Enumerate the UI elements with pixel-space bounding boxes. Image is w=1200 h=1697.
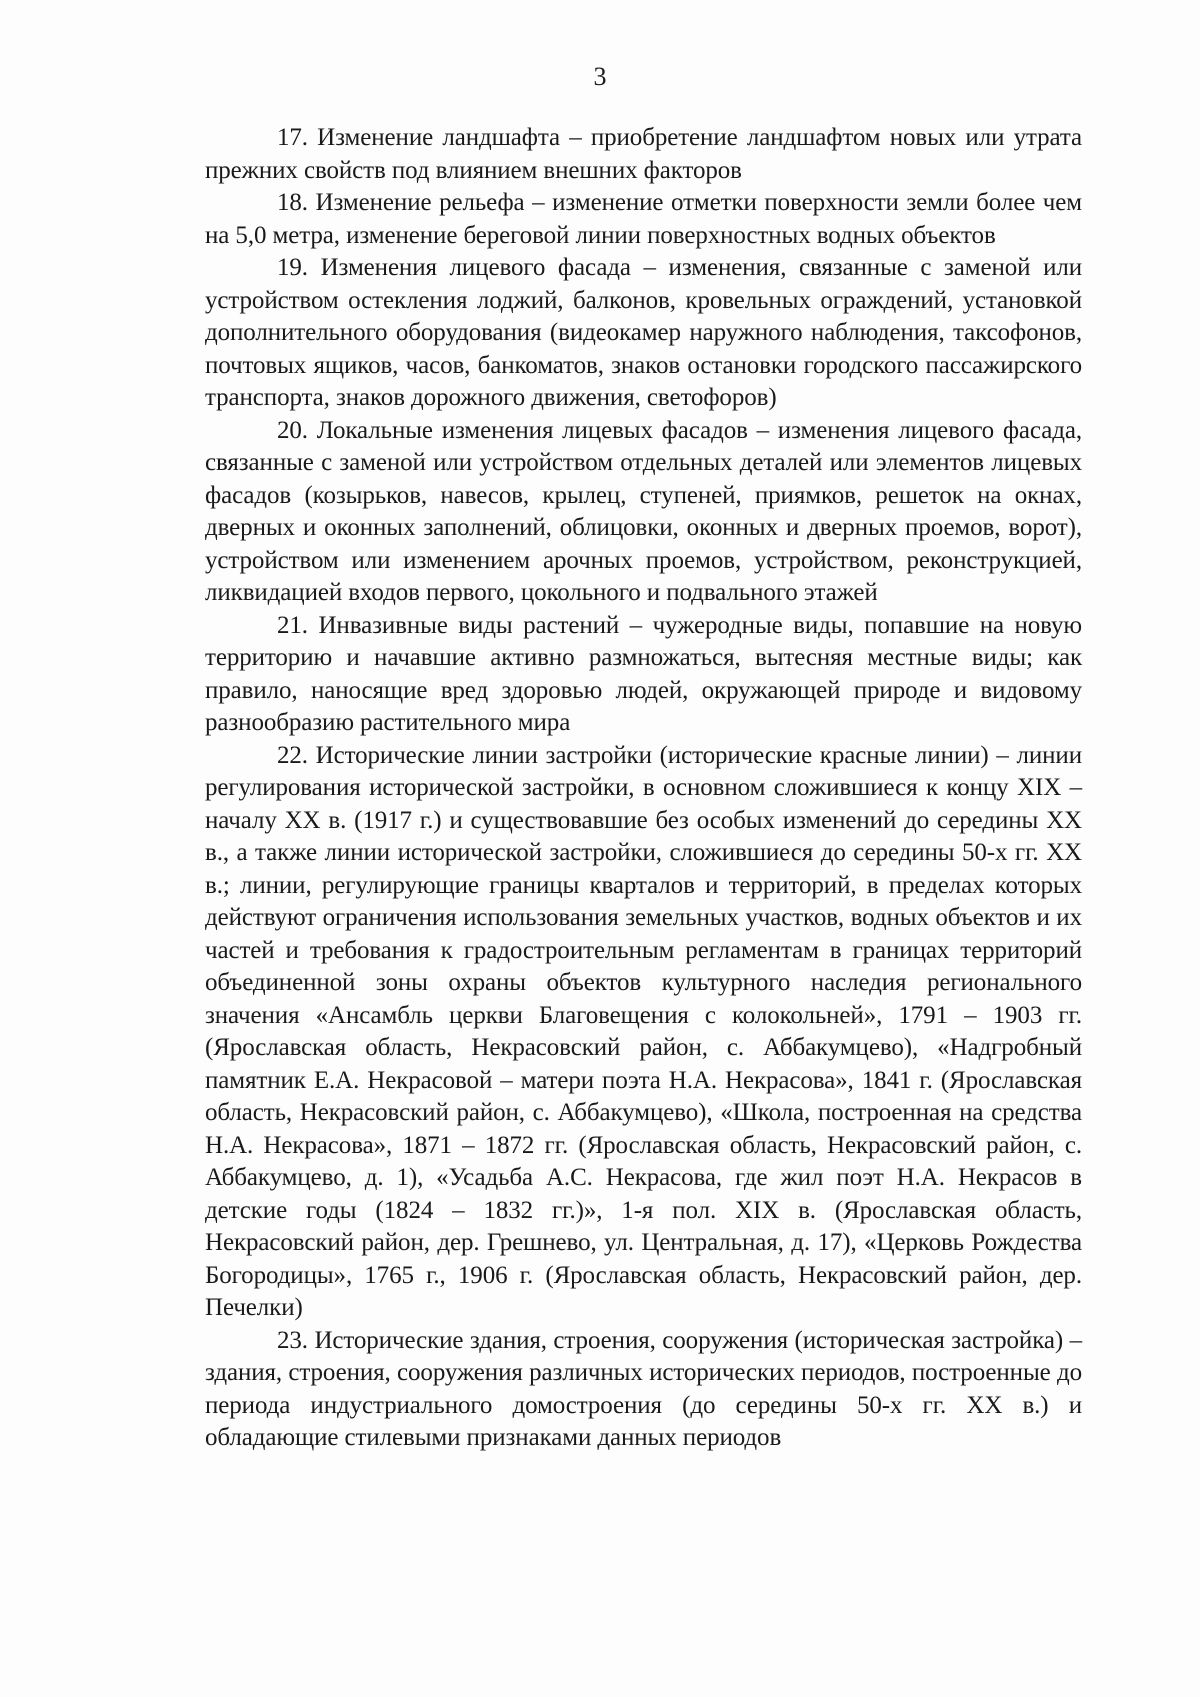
definition-17: 17. Изменение ландшафта – приобретение ландшафтом новых или утрата прежних свойств под влиянием внешних факторов <box>205 124 1082 184</box>
page-number: 3 <box>593 62 607 91</box>
definition-19: 19. Изменения лицевого фасада – изменения, связанные с заменой или устройством остекления лоджий, балконов, кровельных ограждений, установкой дополнительного оборудования (видеокамер наружного наблюдения, таксофонов, почтовых ящиков, часов, банкоматов, знаков остановки городского пассажирского транспорта, знаков дорожного движения, светофоров) <box>205 254 1082 411</box>
document-body <box>205 122 1082 1455</box>
definition-21: 21. Инвазивные виды растений – чужеродные виды, попавшие на новую территорию и начавшие активно размножаться, вытесняя местные виды; как правило, наносящие вред здоровью людей, окружающей природе и видовому разнообразию растительного мира <box>205 611 1082 736</box>
definition-20: 20. Локальные изменения лицевых фасадов – изменения лицевого фасада, связанные с заменой или устройством отдельных деталей или элементов лицевых фасадов (козырьков, навесов, крылец, ступеней, приямков, решеток на окнах, дверных и оконных заполнений, облицовки, оконных и дверных проемов, ворот), устройством или изменением арочных проемов, устройством, реконструкцией, ликвидацией входов первого, цокольного и подвального этажей <box>205 416 1082 606</box>
definition-18: 18. Изменение рельефа – изменение отметки поверхности земли более чем на 5,0 метра, изменение береговой линии поверхностных водных объектов <box>205 189 1082 249</box>
definition-22: 22. Исторические линии застройки (исторические красные линии) – линии регулирования исторической застройки, в основном сложившиеся к концу XIX – началу XX в. (1917 г.) и существовавшие без особых изменений до середины XX в., а также линии исторической застройки, сложившиеся до середины 50-х гг. XX в.; линии, регулирующие границы кварталов и территорий, в пределах которых действуют ограничения использования земельных участков, водных объектов и их частей и требования к градостроительным регламентам в границах территорий объединенной зоны охраны объектов культурного наследия регионального значения «Ансамбль церкви Благовещения с колокольней», 1791 – 1903 гг. (Ярославская область, Некрасовский район, с. Аббакумцево), «Надгробный памятник Е.А. Некрасовой – матери поэта Н.А. Некрасова», 1841 г. (Ярославская область, Некрасовский район, с. Аббакумцево), «Школа, построенная на средства Н.А. Некрасова», 1871 – 1872 гг. (Ярославская область, Некрасовский район, с. Аббакумцево, д. 1), «Усадьба А.С. Некрасова, где жил поэт Н.А. Некрасов в детские годы (1824 – 1832 гг.)», 1-я пол. XIX в. (Ярославская область, Некрасовский район, дер. Грешнево, ул. Центральная, д. 17), «Церковь Рождества Богородицы», 1765 г., 1906 г. (Ярославская область, Некрасовский район, дер. Печелки) <box>205 741 1082 1321</box>
definition-23: 23. Исторические здания, строения, сооружения (историческая застройка) – здания, строения, сооружения различных исторических периодов, построенные до периода индустриального домостроения (до середины 50-х гг. XX в.) и обладающие стилевыми признаками данных периодов <box>205 1326 1082 1451</box>
